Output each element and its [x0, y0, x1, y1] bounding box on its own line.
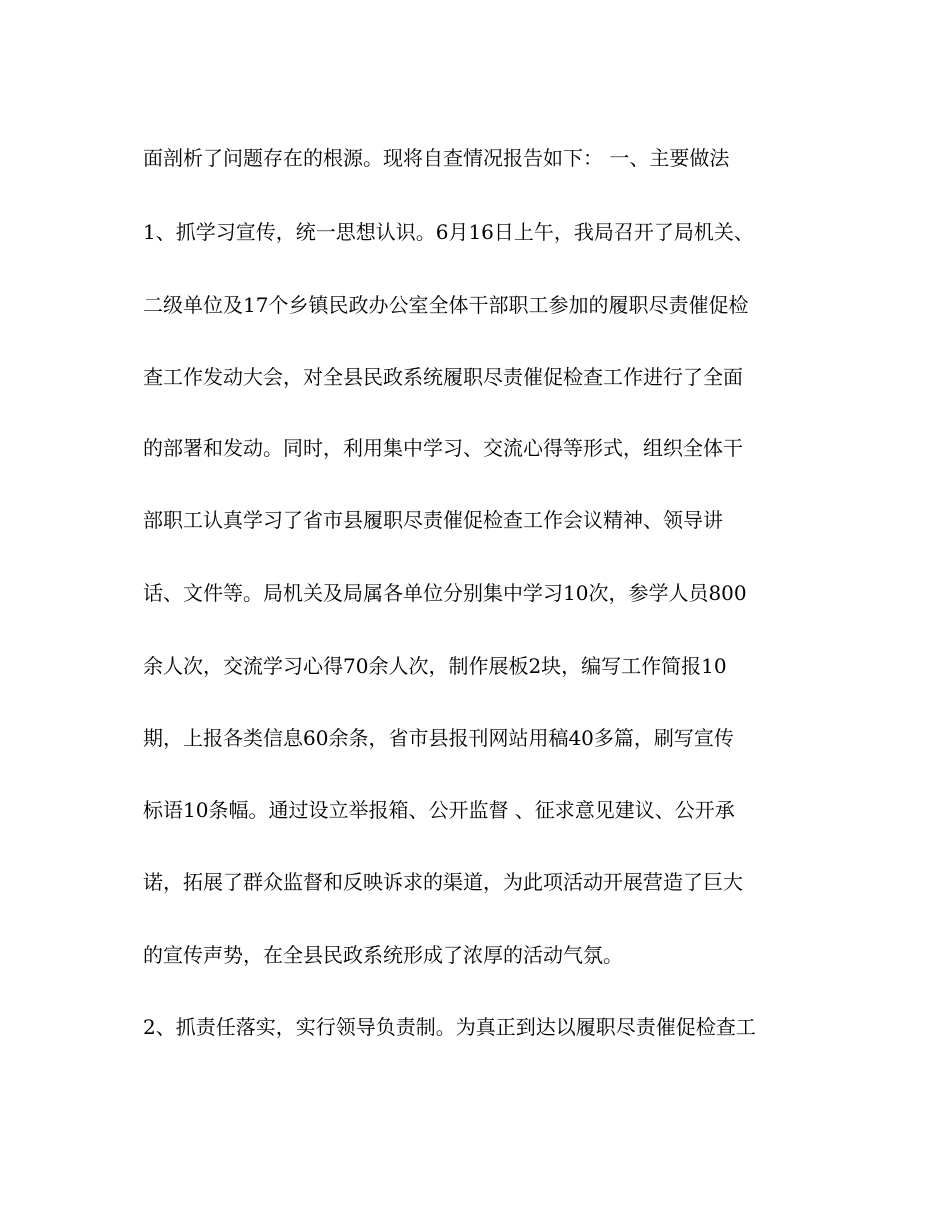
text-line: 话、文件等。局机关及局属各单位分别集中学习10次，参学人员800	[143, 581, 747, 605]
text-line: 期，上报各类信息60余条，省市县报刊网站用稿40多篇，刷写宣传	[143, 726, 734, 750]
text-line: 的部署和发动。同时，利用集中学习、交流心得等形式，组织全体干	[143, 436, 743, 460]
text-line: 2、抓责任落实，实行领导负责制。为真正到达以履职尽责催促检查工	[143, 1015, 756, 1039]
text-line: 查工作发动大会，对全县民政系统履职尽责催促检查工作进行了全面	[143, 365, 743, 389]
text-line: 诺，拓展了群众监督和反映诉求的渠道，为此项活动开展营造了巨大	[143, 870, 743, 894]
text-line: 标语10条幅。通过设立举报箱、公开监督 、征求意见建议、公开承	[143, 798, 735, 822]
text-line: 部职工认真学习了省市县履职尽责催促检查工作会议精神、领导讲	[143, 508, 723, 532]
text-line: 二级单位及17个乡镇民政办公室全体干部职工参加的履职尽责催促检	[143, 293, 749, 317]
text-line: 余人次，交流学习心得70余人次，制作展板2块，编写工作简报10	[143, 654, 727, 678]
text-line: 的宣传声势，在全县民政系统形成了浓厚的活动气氛。	[143, 943, 623, 967]
text-line: 1、抓学习宣传，统一思想认识。6月16日上午，我局召开了局机关、	[143, 220, 754, 244]
text-line: 面剖析了问题存在的根源。现将自查情况报告如下： 一、主要做法	[143, 146, 730, 170]
